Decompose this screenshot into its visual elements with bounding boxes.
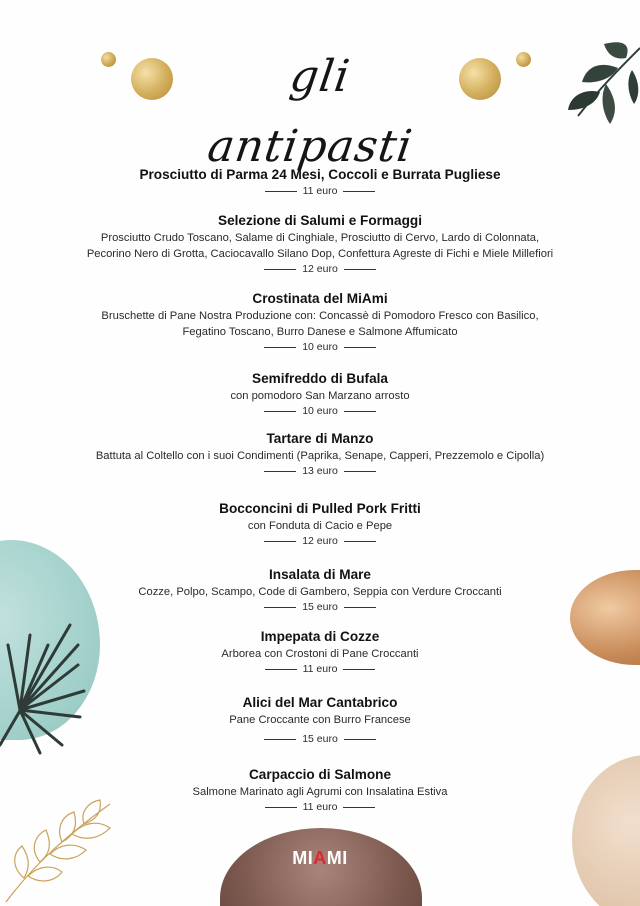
dish-name: Impepata di Cozze [260,629,380,644]
dish-name: Semifreddo di Bufala [252,371,388,386]
gold-glitter-dot-right [459,58,501,100]
dish-name: Selezione di Salumi e Formaggi [218,213,422,228]
dish-description-line: Pane Croccante con Burro Francese [229,714,411,726]
price-label: 10 euro [302,405,338,417]
divider-line [265,669,297,670]
divider-line [344,411,376,412]
dish-name: Crostinata del MiAmi [252,291,388,306]
dish-price [0,262,640,277]
price-label: 15 euro [302,601,338,613]
dish-description-line: Bruschette di Pane Nostra Produzione con: Concassè di Pomodoro Fresco con Basilico, [101,310,539,322]
price-label: 11 euro [302,801,338,813]
menu-item [0,166,640,199]
dish-price [0,404,640,419]
dish-description-line: Salmone Marinato agli Agrumi con Insalatina Estiva [192,786,448,798]
price-label: 11 euro [302,185,338,197]
menu-item [0,766,640,815]
divider-line [344,471,376,472]
menu-item [0,500,640,549]
dish-price [0,340,640,355]
divider-line [264,347,296,348]
divider-line [264,411,296,412]
divider-line [265,807,297,808]
divider-line [264,607,296,608]
miami-logo [270,846,370,870]
eucalyptus-leaves-icon [560,38,640,130]
menu-item [0,290,640,355]
menu-item [0,628,640,677]
dish-description-line: con pomodoro San Marzano arrosto [230,390,410,402]
dish-price [0,464,640,479]
dish-price [0,732,640,747]
gold-glitter-dot-small-left [101,52,116,67]
price-label: 12 euro [302,535,338,547]
dish-price [0,662,640,677]
divider-line [343,807,375,808]
divider-line [264,541,296,542]
dish-name: Prosciutto di Parma 24 Mesi, Coccoli e Burrata Pugliese [139,167,501,182]
dish-description-line: Fegatino Toscano, Burro Danese e Salmone Affumicato [182,326,458,338]
dish-name: Bocconcini di Pulled Pork Fritti [219,501,421,516]
price-label: 10 euro [302,341,338,353]
price-label: 13 euro [302,465,338,477]
divider-line [344,607,376,608]
menu-item [0,566,640,615]
menu-item [0,694,640,747]
price-label: 11 euro [302,663,338,675]
gold-glitter-dot-small-right [516,52,531,67]
dish-description-line: Pecorino Nero di Grotta, Caciocavallo Silano Dop, Confettura Agreste di Fichi e Miele Millefiori [86,248,554,260]
divider-line [264,269,296,270]
menu-item [0,370,640,419]
dish-price [0,184,640,199]
gold-glitter-dot-left [131,58,173,100]
price-label: 15 euro [302,733,338,745]
menu-item [0,430,640,479]
dish-description-line: con Fonduta di Cacio e Pepe [247,520,393,532]
divider-line [344,739,376,740]
dish-name: Alici del Mar Cantabrico [242,695,398,710]
divider-line [264,471,296,472]
dish-description-line: Arborea con Crostoni di Pane Croccanti [221,648,419,660]
dish-description-line: Cozze, Polpo, Scampo, Code di Gambero, Seppia con Verdure Croccanti [138,586,502,598]
dish-name: Insalata di Mare [269,567,371,582]
dish-description-line: Battuta al Coltello con i suoi Condimenti (Paprika, Senape, Capperi, Prezzemolo e Cipolla) [95,450,545,462]
divider-line [265,191,297,192]
dish-name: Tartare di Manzo [266,431,374,446]
dish-price [0,600,640,615]
price-label: 12 euro [302,263,338,275]
divider-line [343,669,375,670]
divider-line [264,739,296,740]
divider-line [343,191,375,192]
dish-description-line: Prosciutto Crudo Toscano, Salame di Cinghiale, Prosciutto di Cervo, Lardo di Colonnata, [100,232,540,244]
dish-name: Carpaccio di Salmone [248,767,392,782]
menu-item [0,212,640,277]
divider-line [344,347,376,348]
logo-text-accent: A [313,848,327,868]
logo-text-prefix: MI [292,848,314,868]
dish-price [0,534,640,549]
page-title: gli antipasti [204,51,416,172]
divider-line [344,541,376,542]
dish-price [0,800,640,815]
logo-text-suffix: MI [326,848,348,868]
divider-line [344,269,376,270]
